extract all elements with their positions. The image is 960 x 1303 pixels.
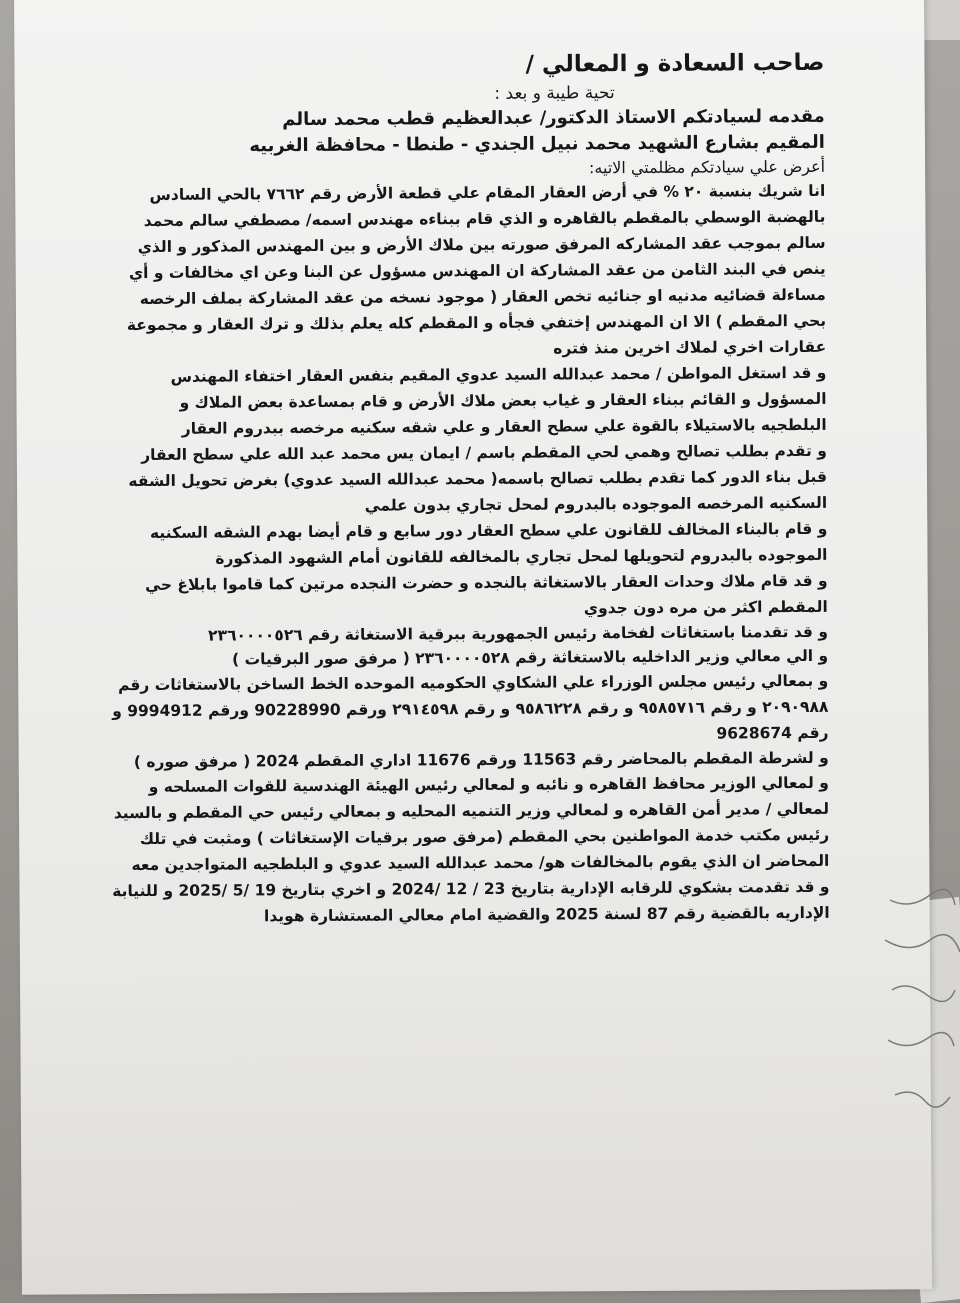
letter-title: صاحب السعادة و المعالي / <box>525 49 825 78</box>
letter-body <box>106 50 829 930</box>
paragraph-interior-telegram: و الي معالي وزير الداخليه بالاستغاثة رقم ٢٣٦٠٠٠٠٥٢٨ ( مرفق صور البرقيات ) <box>232 646 829 669</box>
paragraph-police-reports: و لشرطة المقطم بالمحاضر رقم 11563 ورقم 11676 اداري المقطم 2024 ( مرفق صوره ) <box>133 748 829 772</box>
paragraph-police-calls: و قد قام ملاك وحدات العقار بالاستغاثة بالنجده و حضرت النجده مرتين كما قاموا بابلاغ حي المقطم اكثر من مره دون جدوي <box>145 571 828 618</box>
handwriting-scribble <box>880 880 960 1160</box>
paragraph-president-telegram: و قد تقدمنا باستغاثات لفخامة رئيس الجمهورية ببرقية الاستغاثة رقم ٢٣٦٠٠٠٠٥٢٦ <box>208 622 828 645</box>
sender-address-line: المقيم بشارع الشهيد محمد نبيل الجندي - طنطا - محافظة الغربيه <box>249 131 826 157</box>
paragraph-cabinet-hotline: و بمعالي رئيس مجلس الوزراء علي الشكاوي الحكوميه الموحده الخط الساخن بالاستغاثات رقم ٢٠٩٠٩٨٨ و رقم ٩٥٨٥٧١٦ و رقم ٩٥٨٦٢٢٨ و رقم ٢٩١٤٥٩٨ ورقم 90228990 ورقم 9994912 و رقم 9628674 <box>112 671 829 743</box>
letter-greeting: تحية طيبة و بعد : <box>494 83 615 104</box>
paragraph-administrative-complaint: و قد تقدمت بشكوي للرقابه الإدارية بتاريخ 23 / 12 /2024 و اخري بتاريخ 19 /5 /2025 و للنيابة الإداريه بالقضية رقم 87 لسنة 2025 والقضية امام معالي المستشارة هويدا <box>112 877 830 926</box>
paragraph-ownership: انا شريك بنسبة ٢٠ % في أرض العقار المقام علي قطعة الأرض رقم ٧٦٦٢ بالحي السادس بالهضبة الوسطي بالمقطم بالقاهره و الذي قام ببناءه مهندس اسمه/ مصطفي سالم محمد سالم بموجب عقد المشاركه المرفق صورته بين ملاك الأرض و بين المهندس المذكور و الذي ينص في البند الثامن من عقد المشاركة ان المهندس مسؤول عن البنا وعن اي مخالفات و أي مساءلة قضائيه مدنيه او جنائيه تخص العقار ( موجود نسخه من عقد المشاركة بملف الرخصه بحي المقطم ) الا ان المهندس إختفي فجأه و المقطم كله يعلم بذلك و ترك العقار و مجموعة عقارات اخري لملاك اخرين منذ فتره <box>126 181 827 358</box>
complaint-lead-line: أعرض علي سيادتكم مظلمتي الاتيه: <box>588 156 826 178</box>
sender-intro-line: مقدمه لسيادتكم الاستاذ الدكتور/ عبدالعظيم قطب محمد سالم <box>282 105 825 131</box>
paragraph-fake-reconciliation: و تقدم بطلب تصالح وهمي لحي المقطم باسم / ايمان يس محمد عبد الله علي سطح العقار قبل بناء الدور كما تقدم بطلب تصالح باسمه( محمد عبدالله السيد عدوي) بغرض تحويل الشقه السكنيه المرخصه الموجوده بالبدروم لمحل تجاري بدون علمي <box>128 441 828 515</box>
paragraph-officials: و لمعالي الوزير محافظ القاهره و نائبه و لمعالي رئيس الهيئة الهندسية للقوات المسلحه و لمعالي / مدير أمن القاهره و لمعالي وزير التنميه المحليه و بمعالي رئيس حي المقطم و بالسيد رئيس مكتب خدمة المواطنين بحي المقطم (مرفق صور برقيات الإستغاثات ) ومثبت في تلك المحاضر ان الذي يقوم بالمخالفات هو/ محمد عبدالله السيد عدوي و البلطجيه المتواجدين معه <box>113 773 830 875</box>
paragraph-seizure: و قد استغل المواطن / محمد عبدالله السيد عدوي المقيم بنفس العقار اختفاء المهندس المسؤول و القائم ببناء العقار و غياب بعض ملاك الأرض و قام بمساعدة بعض الملاك و البلطجيه بالاستيلاء بالقوة علي سطح العقار و علي شقه سكنيه مرخصه ببدروم العقار <box>170 363 827 438</box>
letter-sheet <box>14 0 932 1295</box>
paragraph-illegal-building: و قام بالبناء المخالف للقانون علي سطح العقار دور سابع و قام أيضا بهدم الشقه السكنيه الموجوده بالبدروم لتحويلها لمحل تجاري بالمخالفه للقانون أمام الشهود المذكورة <box>149 519 828 568</box>
